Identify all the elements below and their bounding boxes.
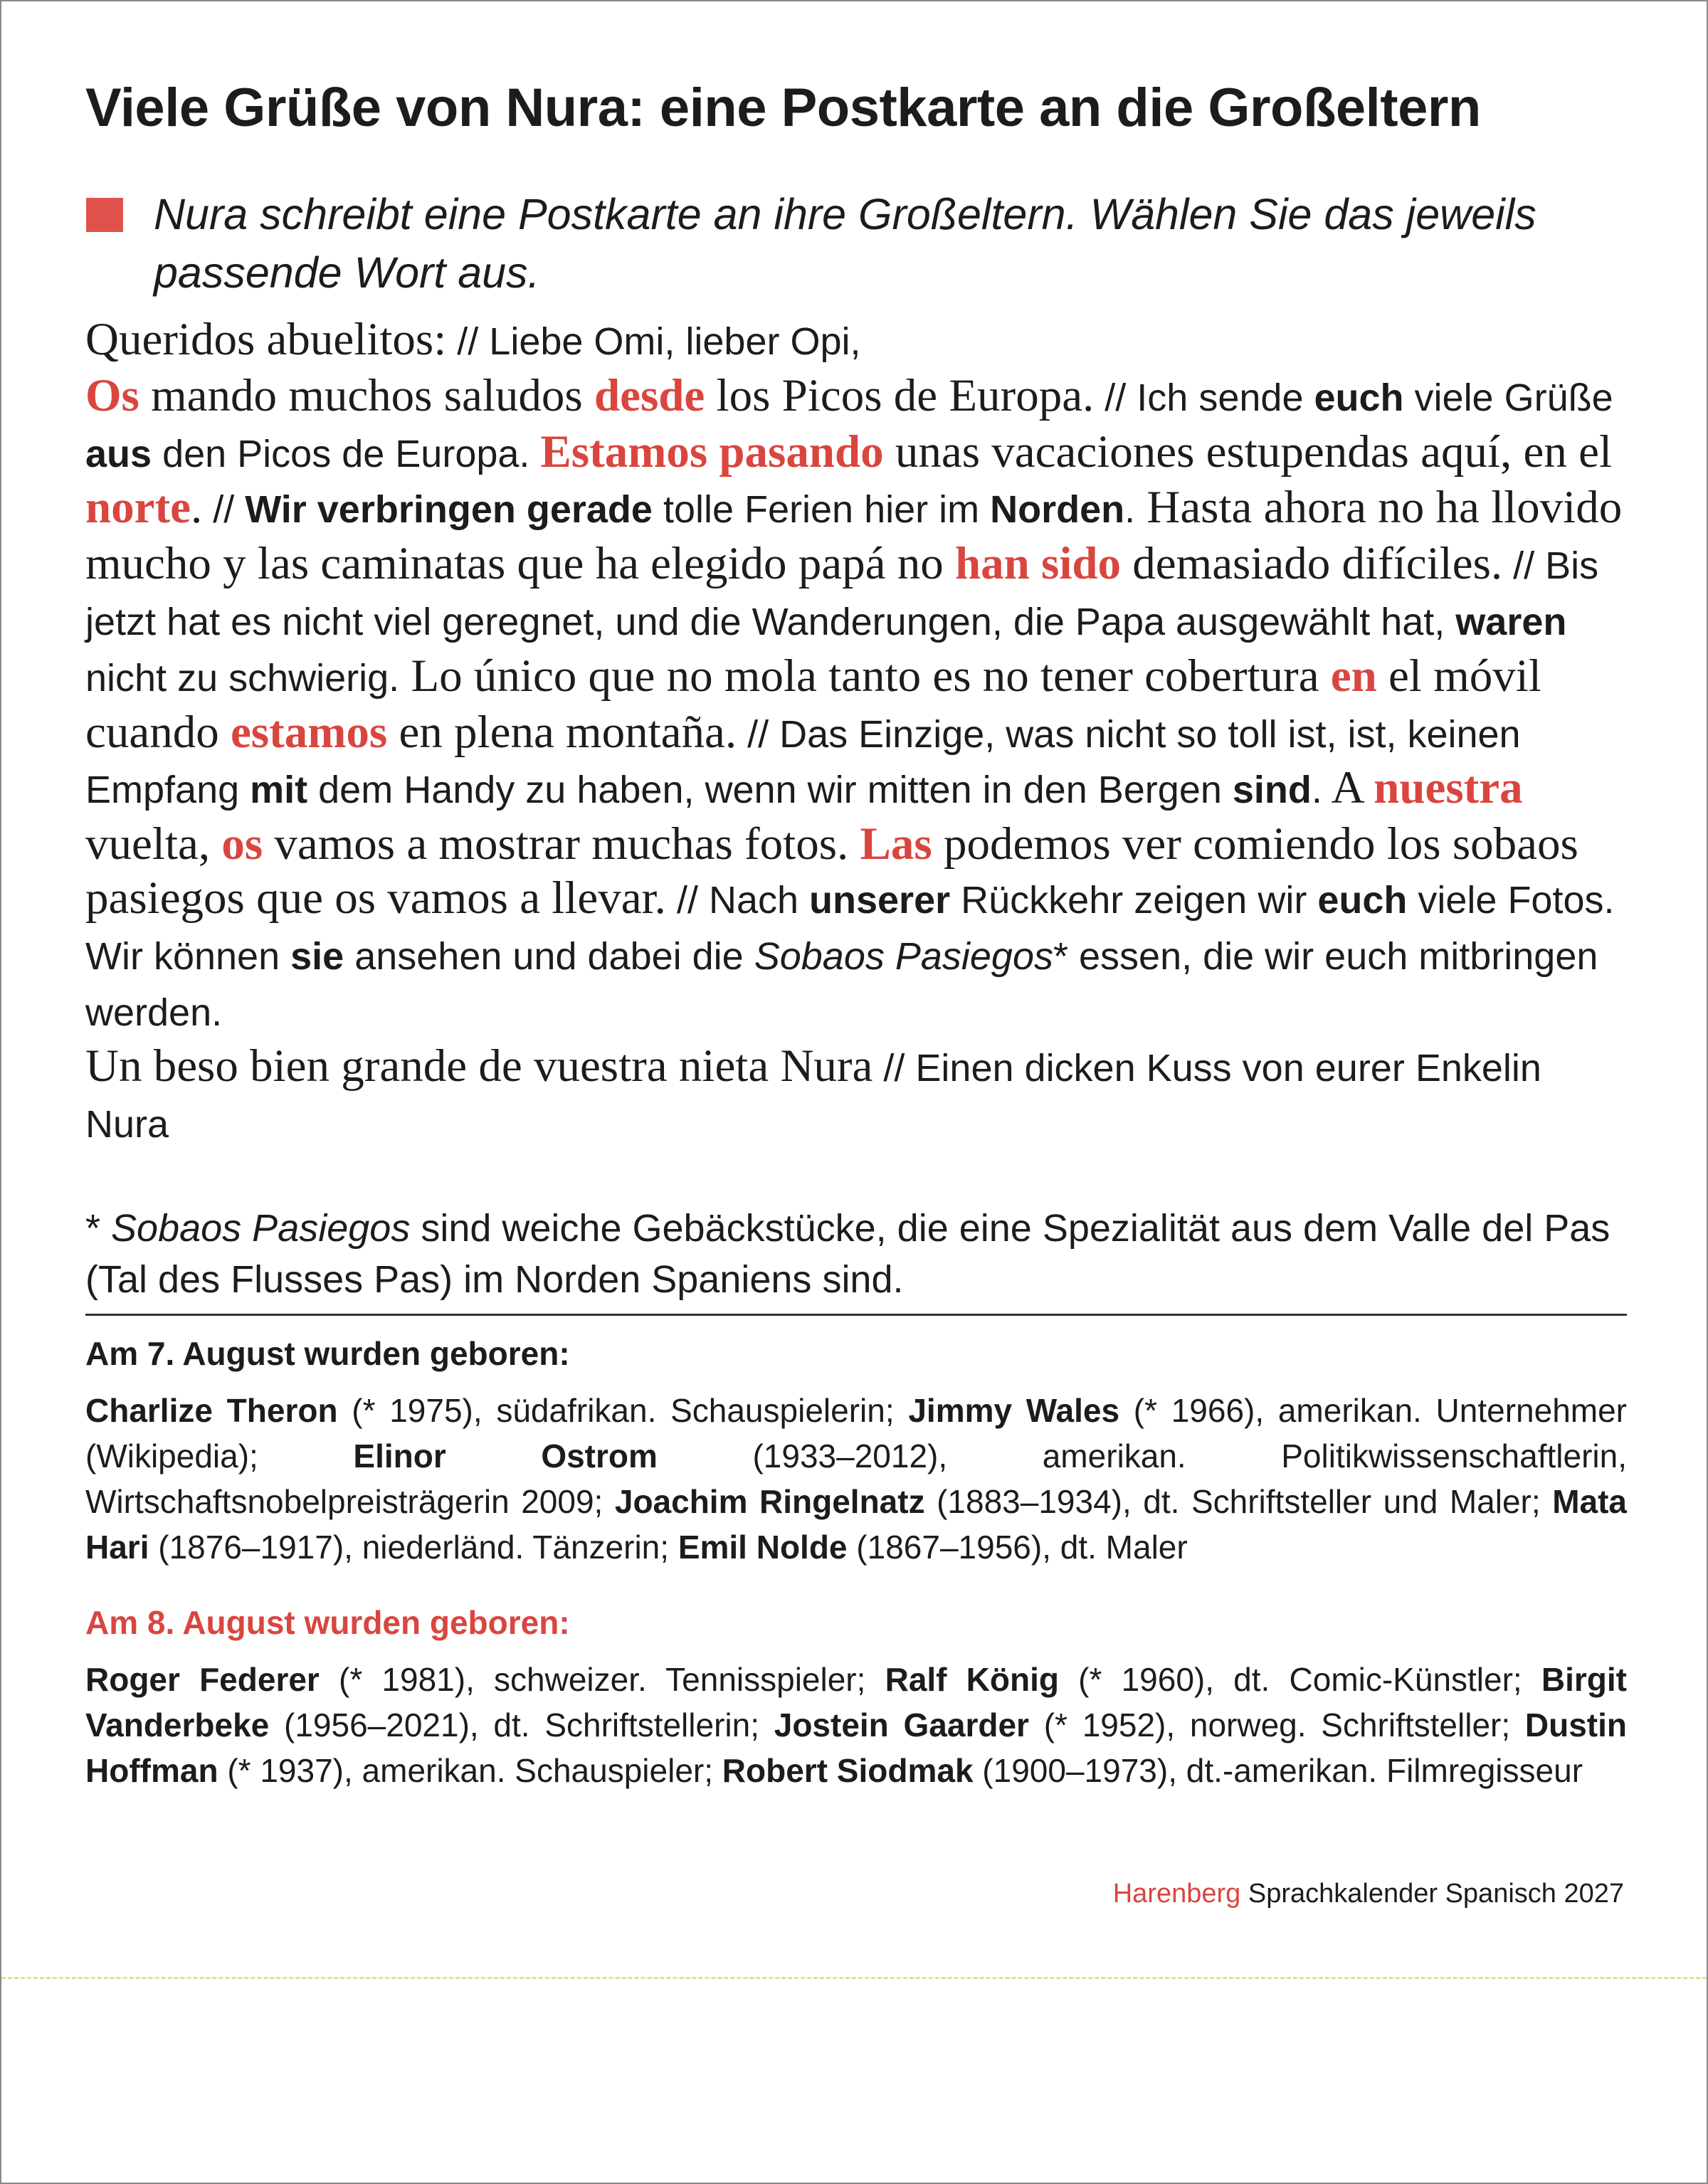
answer-word: han sido — [954, 538, 1122, 590]
publisher-brand: Harenberg — [1112, 1879, 1241, 1909]
birthdays-aug7-list: Charlize Theron (* 1975), südafrikan. Schauspielerin; Jimmy Wales (* 1966), amerikan. Unternehmer (Wikipedia); Elinor Ostrom (1933–2012), amerikan. Politikwissenschaftlerin, Wirtschaftsnobelpreisträgerin 2009; Joachim Ringelnatz (1883–1934), dt. Schriftsteller und Maler; Mata Hari (1876–1917), niederländ. Tänzerin; Emil Nolde (1867–1956), dt. Maler — [85, 1392, 1627, 1566]
answer-word: nuestra — [1374, 762, 1523, 814]
answer-word: en — [1330, 650, 1377, 702]
postcard-text — [85, 313, 1630, 1152]
exercise-marker-square — [86, 198, 123, 232]
answer-word: os — [221, 818, 263, 870]
perforation-line — [1, 1977, 1707, 1979]
postcard-body: Os mando muchos saludos desde los Picos de Europa. // Ich sende euch viele Grüße aus den Picos de Europa. Estamos pasando unas vacaciones estupendas aquí, en el norte. // Wir verbringen gerade tolle Ferien hier im Norden. Hasta ahora no ha llovido mucho y las caminatas que ha elegido papá no han sido demasiado difíciles. // Bis jetzt hat es nicht viel geregnet, und die Wanderungen, die Papa ausgewählt hat, waren nicht zu schwierig. Lo único que no mola tanto es no tener cobertura en el móvil cuando estamos en plena montaña. // Das Einzige, was nicht so toll ist, ist, keinen Empfang mit dem Handy zu haben, wenn wir mitten in den Bergen sind. A nuestra vuelta, os vamos a mostrar muchas fotos. Las podemos ver comiendo los sobaos pasiegos que os vamos a llevar. // Nach unserer Rückkehr zeigen wir euch viele Fotos. Wir können sie ansehen und dabei die Sobaos Pasiegos* essen, die wir euch mitbringen werden. — [85, 369, 1623, 1034]
birthdays-aug7-heading: Am 7. August wurden geboren: — [85, 1335, 570, 1372]
birthdays-aug8-heading: Am 8. August wurden geboren: — [85, 1604, 570, 1641]
footnote: * Sobaos Pasiegos sind weiche Gebäckstücke, die eine Spezialität aus dem Valle del Pas (Tal des Flusses Pas) im Norden Spaniens sind. — [85, 1207, 1611, 1301]
answer-word: Las — [860, 818, 932, 870]
answer-word: estamos — [230, 706, 388, 758]
answer-word: Estamos pasando — [540, 426, 884, 478]
answer-word: desde — [594, 369, 705, 421]
section-divider — [85, 1314, 1627, 1316]
exercise-instruction: Nura schreibt eine Postkarte an ihre Großeltern. Wählen Sie das jeweils passende Wort aus. — [154, 190, 1536, 297]
closing-line: Un beso bien grande de vuestra nieta Nura // Einen dicken Kuss von eurer Enkelin Nura — [85, 1040, 1541, 1146]
answer-word: Os — [85, 369, 139, 421]
birthdays-aug8-list: Roger Federer (* 1981), schweizer. Tennisspieler; Ralf König (* 1960), dt. Comic-Künstler; Birgit Vanderbeke (1956–2021), dt. Schriftstellerin; Jostein Gaarder (* 1952), norweg. Schriftsteller; Dustin Hoffman (* 1937), amerikan. Schauspieler; Robert Siodmak (1900–1973), dt.-amerikan. Filmregisseur — [85, 1661, 1627, 1789]
greeting-line: Queridos abuelitos: // Liebe Omi, lieber Opi, — [85, 314, 861, 365]
publisher-footer: Harenberg Sprachkalender Spanisch 2027 — [1112, 1879, 1624, 1909]
answer-word: norte — [85, 482, 191, 534]
page-title: Viele Grüße von Nura: eine Postkarte an die Großeltern — [85, 78, 1481, 138]
